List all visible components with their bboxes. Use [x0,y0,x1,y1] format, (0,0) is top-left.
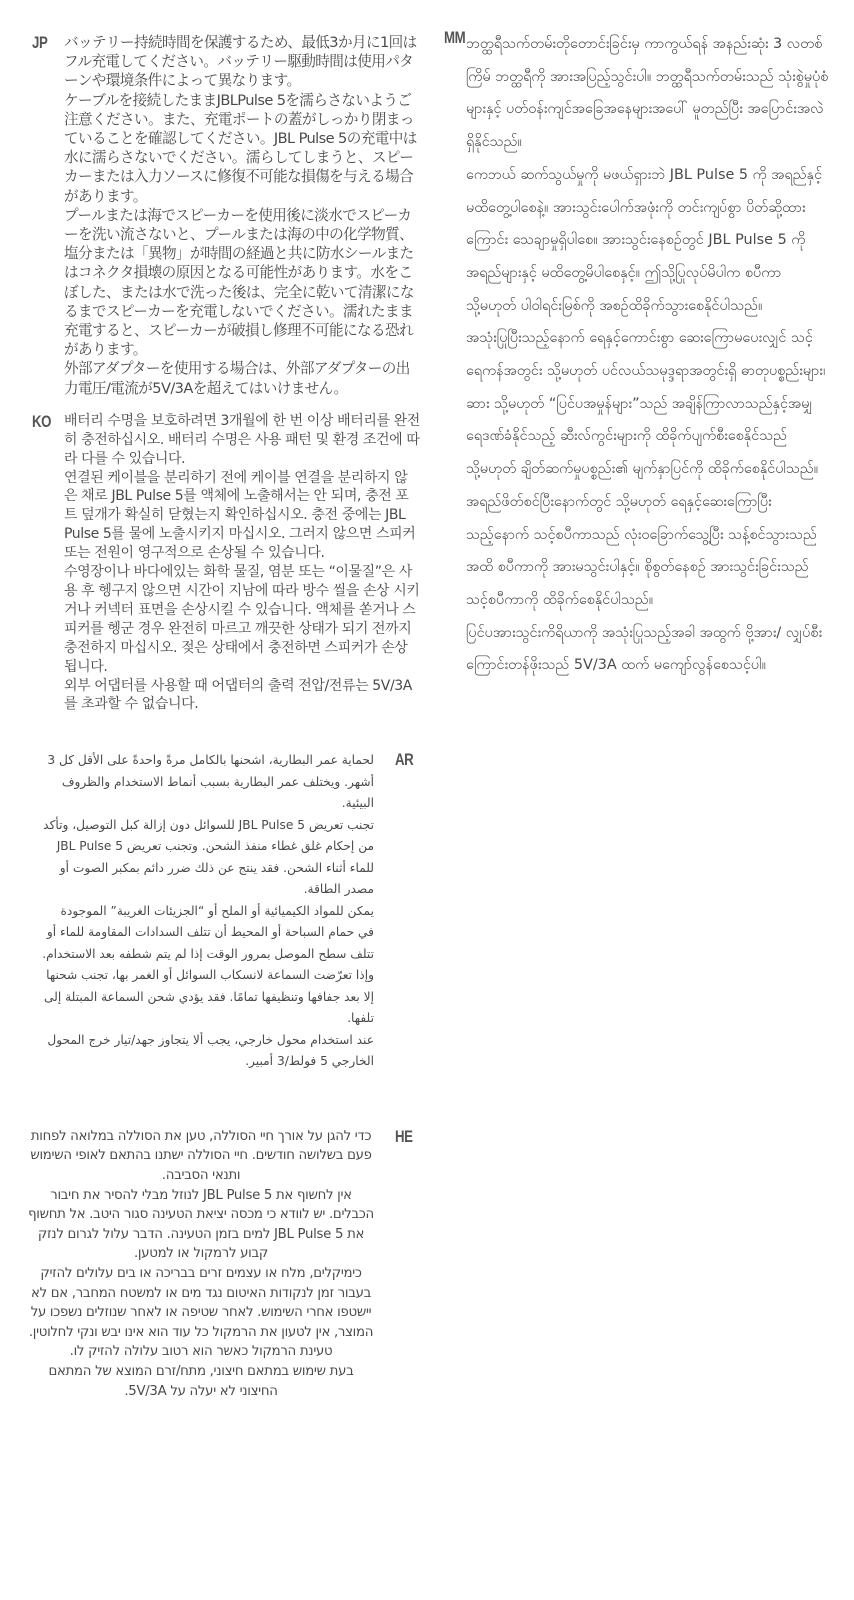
myanmar-section [444,28,829,682]
paragraph: لحماية عمر البطارية، اشحنها بالكامل مرةً واحدةً على الأقل كل 3 أشهر. ويختلف عمر البطارية بسبب أنماط الاستخدام والظروف البيئية. [47,753,374,811]
arabic-text [42,750,374,1073]
language-tag-he: HE [395,1126,413,1146]
language-tag-ko: KO [32,411,52,431]
paragraph: يمكن للمواد الكيميائية أو الملح أو “الجزيئات الغريبة” الموجودة في حمام السباحة أو المحيط أن تتلف السدادات المقاومة للماء أو تتلف سطح الموصل بمرور الوقت إذا لم يتم شطفه بعد الاستخدام. وإذا تعرّضت السماعة لانسكاب السوائل أو الغمر بها، تجنب شحنها إلا بعد جفافها وتنظيفها تمامًا. فقد يؤدي شحن السماعة المبتلة إلى تلفها. [42,903,374,1026]
paragraph: כדי להגן על אורך חיי הסוללה, טען את הסוללה במלואה לפחות פעם בשלושה חודשים. חיי הסוללה ישתנו בהתאם לאופי השימוש ותנאי הסביבה. [30,1128,372,1184]
paragraph: 수영장이나 바다에있는 화학 물질, 염분 또는 “이물질”은 사용 후 헹구지 않으면 시간이 지남에 따라 방수 씰을 손상 시키거나 커넥터 표면을 손상시킬 수 있습니다. 액체를 쏟거나 스피커를 헹군 경우 완전히 마르고 깨끗한 상태가 되기 전까지 충전하지 마십시오. 젖은 상태에서 충전하면 스피커가 손상됩니다. [64,564,420,675]
right-column [444,0,829,682]
korean-text [64,412,420,715]
japanese-section [28,33,420,398]
paragraph: כימיקלים, מלח או עצמים זרים בבריכה או בים עלולים להזיק בעבור זמן לנקודות האיטום נגד מים או למשטח המחבר, אם לא יישטפו אחרי השימוש. לאחר שטיפה או לאחר שנוזלים נשפכו על המוצר, אין לטעון את הרמקול כל עוד הוא אינו יבש ונקי לחלוטין. טעינת הרמקול כאשר הוא רטוב עלולה להזיק לו. [28,1266,374,1360]
paragraph: تجنب تعريض JBL Pulse 5 للسوائل دون إزالة كبل التوصيل، وتأكد من إحكام غلق غطاء منفذ الشحن. وتجنب تعريض JBL Pulse 5 للماء أثناء الشحن. فقد ينتج عن ذلك ضرر دائم بمكبر الصوت أو مصدر الطاقة. [43,817,374,897]
paragraph: عند استخدام محول خارجي، يجب ألا يتجاوز جهد/تيار خرج المحول الخارجي 5 فولط/3 أمبير. [47,1032,374,1069]
paragraph: プールまたは海でスピーカーを使用後に淡水でスピーカーを洗い流さないと、プールまたは海の中の化学物質、塩分または「異物」が時間の経過と共に防水シールまたはコネクタ損壊の原因となる可能性があります。水をこぼした、または水で洗った後は、完全に乾いて清潔になるまでスピーカーを充電しないでください。濡れたまま充電すると、スピーカーが破損し修理不可能になる恐れがあります。 [64,206,414,359]
paragraph: ケーブルを接続したままJBLPulse 5を濡らさないようご注意ください。また、充電ポートの蓋がしっかり閉まっていることを確認してください。JBL Pulse 5の充電中は水に濡らさないでください。濡らしてしまうと、スピーカーまたは入力ソースに修復不可能な損傷を与える場合があります。 [64,91,417,205]
hebrew-section [28,1127,420,1401]
paragraph: ပြင်ပအားသွင်းကိရိယာကို အသုံးပြုသည့်အခါ အထွက် ဗို့အား/ လျှပ်စီးကြောင်းတန်ဖိုးသည် 5V/3A ထက် မကျော်လွန်စေသင့်ပါ။ [466,624,823,674]
paragraph: 外部アダプターを使用する場合は、外部アダプターの出力電圧/電流が5V/3Aを超えてはいけません。 [64,360,410,397]
paragraph: בעת שימוש במתאם חיצוני, מתח/זרם המוצא של המתאם החיצוני לא יעלה על 5V/3A. [48,1363,354,1399]
language-tag-jp: JP [32,33,48,52]
language-tag-mm: MM [444,28,466,47]
hebrew-text [28,1127,374,1401]
left-column [28,0,420,1401]
paragraph: ဘတ္ထရီသက်တမ်းတိုတောင်းခြင်းမှ ကာကွယ်ရန် အနည်းဆုံး 3 လတစ်ကြိမ် ဘတ္ထရီကို အားအပြည့်သွင်းပါ။ ဘတ္ထရီသက်တမ်းသည် သုံးစွဲမှုပုံစံများနှင့် ပတ်ဝန်းကျင်အခြေအနေများအပေါ် မူတည်ပြီး အပြောင်းအလဲရှိနိုင်သည်။ [466,36,829,151]
arabic-section [28,750,420,1073]
paragraph: バッテリー持続時間を保護するため、最低3か月に1回はフル充電してください。バッテリー駆動時間は使用パターンや環境条件によって異なります。 [64,34,417,90]
paragraph: אין לחשוף את JBL Pulse 5 לנוזל מבלי להסיר את חיבור הכבלים. יש לוודא כי מכסה יציאת הטעינה סגור היטב. אל תחשוף את JBL Pulse 5 למים בזמן הטעינה. הדבר עלול לגרום לנזק קבוע לרמקול או למטען. [28,1187,374,1262]
paragraph: ကေဘယ် ဆက်သွယ်မှုကို မဖယ်ရှားဘဲ JBL Pulse 5 ကို အရည်နှင့် မထိတွေ့ပါစေနဲ့။ အားသွင်းပေါက်အဖုံးကို တင်းကျပ်စွာ ပိတ်ဆို့ထားကြောင်း သေချာမှုရှိပါစေ။ အားသွင်းနေစဥ်တွင် JBL Pulse 5 ကို အရည်များနှင့် မထိတွေ့မိပါစေနှင့်။ ဤသို့ပြုလုပ်မိပါက စပီကာ သို့မဟုတ် ပါဝါရင်းမြစ်ကို အစဥ်ထိခိုက်သွားစေနိုင်ပါသည်။ [466,166,823,314]
korean-section [28,412,420,715]
paragraph: 배터리 수명을 보호하려면 3개월에 한 번 이상 배터리를 완전히 충전하십시오. 배터리 수명은 사용 패턴 및 환경 조건에 따라 다를 수 있습니다. [64,412,420,467]
japanese-text [64,33,420,398]
paragraph: အသုံးပြုပြီးသည့်နောက် ရေနှင့်ကောင်းစွာ ဆေးကြောမပေးလျှင် သင့်ရေကန်အတွင်း သို့မဟုတ် ပင်လယ်သမုဒ္ဒရာအတွင်းရှိ ဓာတုပစ္စည်းများ၊ ဆား သို့မဟုတ် “ပြင်ပအမှုန်များ”သည် အချိန်ကြာလာသည်နှင့်အမျှ ရေဒဏ်ခံနိုင်သည့် ဆီးလ်ကွင်းများကို ထိခိုက်ပျက်စီးစေနိုင်သည် သို့မဟုတ် ချိတ်ဆက်မှုပစ္စည်း၏ မျက်နှာပြင်ကို ထိခိုက်စေနိုင်ပါသည်။ အရည်ဖိတ်စင်ပြီးနောက်တွင် သို့မဟုတ် ရေနှင့်ဆေးကြောပြီးသည့်နောက် သင့်စပီကာသည် လုံးဝခြောက်သွေ့ပြီး သန့်စင်သွားသည်အထိ စပီကာကို အားမသွင်းပါနှင့်။ စိုစွတ်နေစဥ် အားသွင်းခြင်းသည် သင့်စပီကာကို ထိခိုက်စေနိုင်ပါသည်။ [466,330,826,608]
myanmar-text [466,28,829,682]
paragraph: 외부 어댑터를 사용할 때 어댑터의 출력 전압/전류는 5V/3A를 초과할 수 없습니다. [64,677,412,713]
paragraph: 연결된 케이블을 분리하기 전에 케이블 연결을 분리하지 않은 채로 JBL Pulse 5를 액체에 노출해서는 안 되며, 충전 포트 덮개가 확실히 닫혔는지 확인하십시오. 충전 중에는 JBL Pulse 5를 물에 노출시키지 마십시오. 그러지 않으면 스피커 또는 전원이 영구적으로 손상될 수 있습니다. [64,469,416,562]
language-tag-ar: AR [395,750,414,770]
